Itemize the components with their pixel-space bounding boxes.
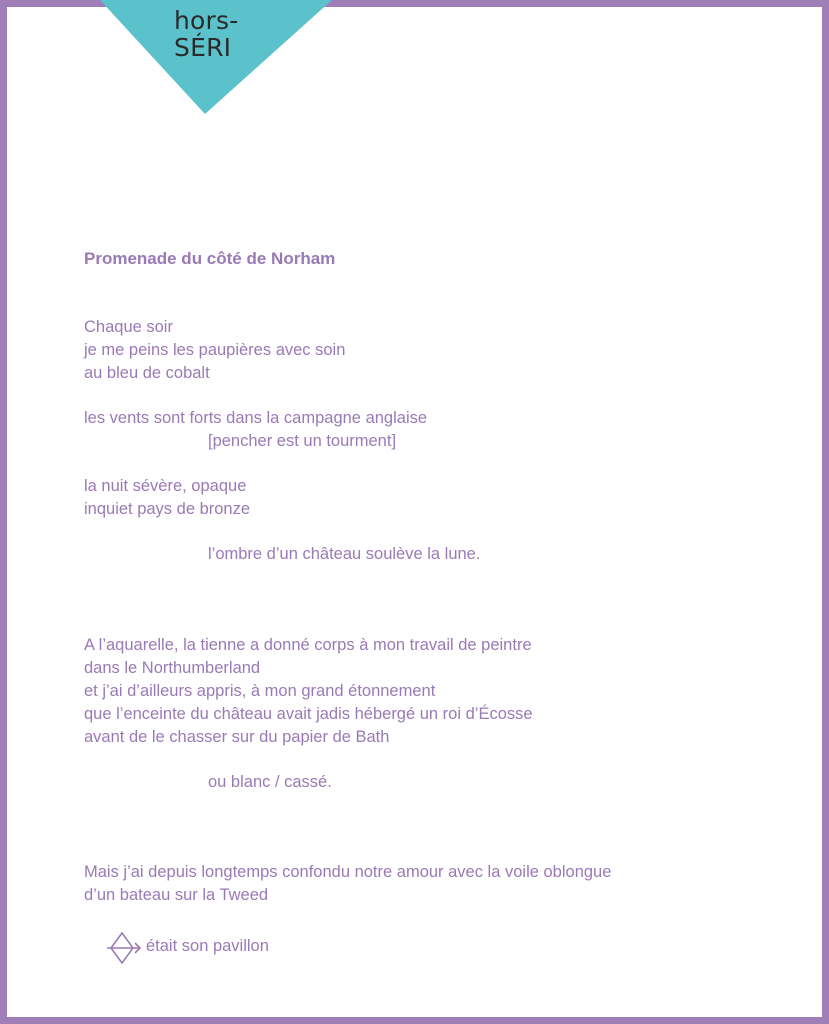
poem-line: au bleu de cobalt bbox=[84, 364, 210, 382]
poem-line: avant de le chasser sur du papier de Bath bbox=[84, 728, 390, 746]
poem-line-indented: l’ombre d’un château soulève la lune. bbox=[208, 545, 481, 563]
poem-line: je me peins les paupières avec soin bbox=[84, 341, 346, 359]
poem-line: inquiet pays de bronze bbox=[84, 500, 251, 518]
poem-line: Mais j’ai depuis longtemps confondu notre amour avec la voile oblongue bbox=[84, 863, 612, 881]
poem-line: les vents sont forts dans la campagne anglaise bbox=[84, 409, 428, 427]
poem-line-indented: ou blanc / cassé. bbox=[208, 773, 332, 791]
poem-line: et j’ai d’ailleurs appris, à mon grand étonnement bbox=[84, 682, 436, 700]
poem-line: la nuit sévère, opaque bbox=[84, 477, 247, 495]
poem-line: dans le Northumberland bbox=[84, 659, 261, 677]
poem-title: Promenade du côté de Norham bbox=[84, 249, 336, 268]
poem-line-indented: [pencher est un tourment] bbox=[208, 432, 397, 450]
badge-line-2: SÉRI bbox=[174, 33, 232, 62]
poem-line: A l’aquarelle, la tienne a donné corps à mon travail de peintre bbox=[84, 636, 532, 654]
poem-line: Chaque soir bbox=[84, 318, 173, 336]
hors-serie-badge bbox=[100, 0, 332, 114]
poem-line: d’un bateau sur la Tweed bbox=[84, 886, 269, 904]
badge-line-1: hors- bbox=[174, 6, 239, 35]
poem-line: que l’enceinte du château avait jadis hébergé un roi d’Écosse bbox=[84, 705, 533, 723]
arrow-diamond-icon bbox=[106, 932, 142, 964]
badge-label bbox=[174, 7, 238, 61]
poem-closing-line: était son pavillon bbox=[146, 937, 269, 955]
